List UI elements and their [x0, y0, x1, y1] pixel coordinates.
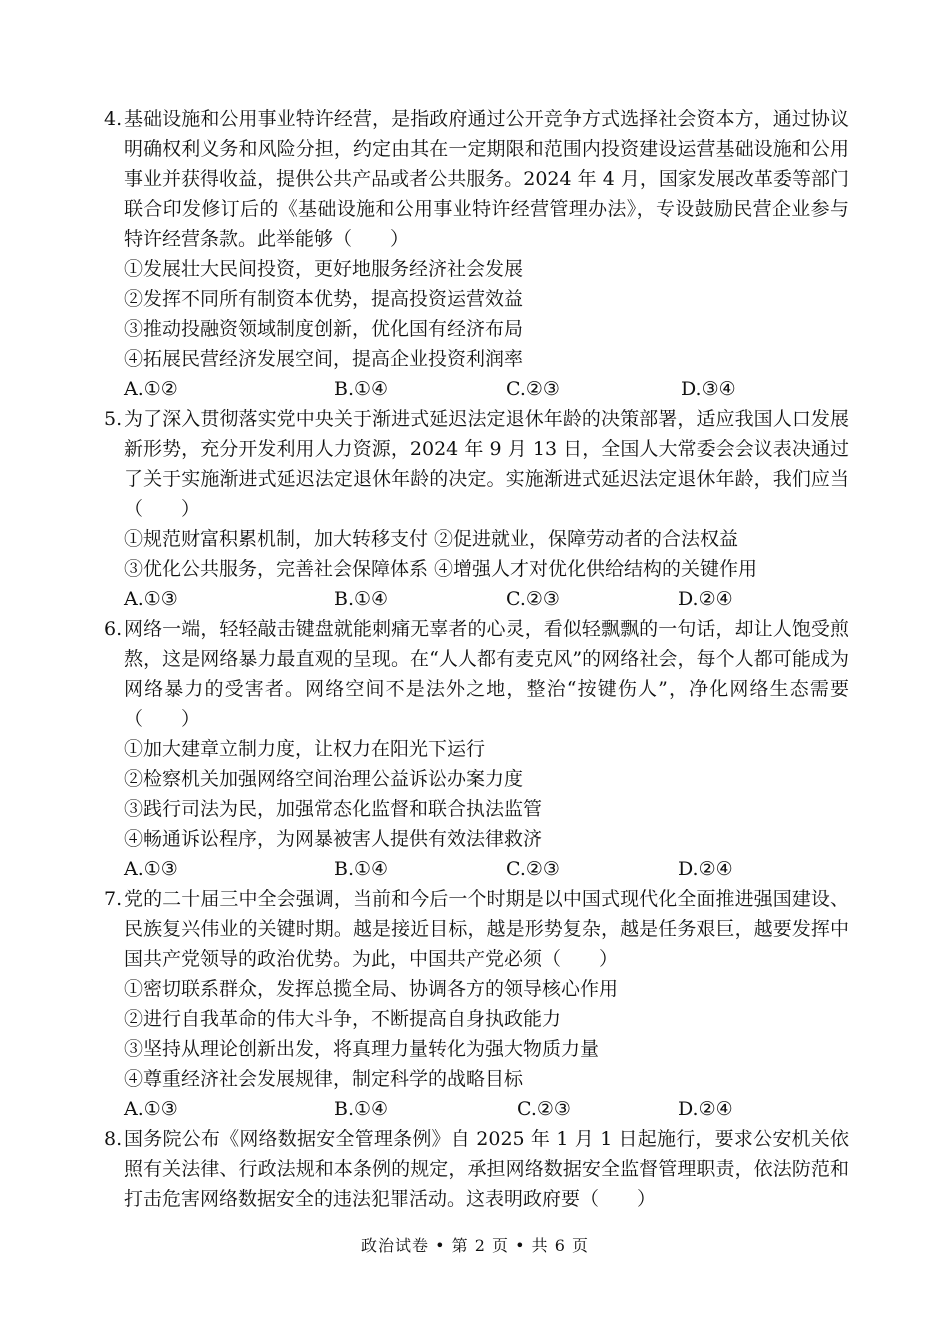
- choice-b: B.①④: [334, 378, 389, 400]
- question-number: 4.: [104, 108, 123, 130]
- choice-a: A.①③: [124, 858, 178, 880]
- option-line: ④畅通诉讼程序，为网暴被害人提供有效法律救济: [124, 828, 543, 850]
- question-text: 为了深入贯彻落实党中央关于渐进式延迟法定退休年龄的决策部署，适应我国人口发展新形势，充分开发利用人力资源，2024 年 9 月 13 日，全国人大常委会会议表决通过了关于实施渐进式延迟法定退休年龄的决定。实施渐进式延迟法定退休年龄，我们应当（ ）: [124, 408, 849, 520]
- question-4: [104, 104, 849, 404]
- choice-a: A.①③: [124, 1098, 178, 1120]
- choice-a: A.①②: [124, 378, 178, 400]
- option-line: ②发挥不同所有制资本优势，提高投资运营效益: [124, 288, 524, 310]
- choice-c: C.②③: [506, 858, 560, 880]
- question-number: 8.: [104, 1128, 123, 1150]
- question-number: 5.: [104, 408, 123, 430]
- answer-choices: [104, 374, 849, 404]
- option-line: ①加大建章立制力度，让权力在阳光下运行: [124, 738, 486, 760]
- option-line: ①密切联系群众，发挥总揽全局、协调各方的领导核心作用: [124, 978, 619, 1000]
- choice-b: B.①④: [334, 588, 389, 610]
- option-line: ①发展壮大民间投资，更好地服务经济社会发展: [124, 258, 524, 280]
- question-number: 6.: [104, 618, 123, 640]
- question-text: 党的二十届三中全会强调，当前和今后一个时期是以中国式现代化全面推进强国建设、民族复兴伟业的关键时期。越是接近目标，越是形势复杂，越是任务艰巨，越要发挥中国共产党领导的政治优势。为此，中国共产党必须（ ）: [124, 888, 849, 970]
- choice-a: A.①③: [124, 588, 178, 610]
- choice-b: B.①④: [334, 1098, 389, 1120]
- question-text: 网络一端，轻轻敲击键盘就能刺痛无辜者的心灵，看似轻飘飘的一句话，却让人饱受煎熬，这是网络暴力最直观的呈现。在“人人都有麦克风”的网络社会，每个人都可能成为网络暴力的受害者。网络空间不是法外之地，整治“按键伤人”，净化网络生态需要（ ）: [124, 618, 849, 730]
- question-8: [104, 1124, 849, 1214]
- question-stem: [104, 404, 849, 524]
- choice-d: D.②④: [678, 1098, 733, 1120]
- question-text: 基础设施和公用事业特许经营，是指政府通过公开竞争方式选择社会资本方，通过协议明确权利义务和风险分担，约定由其在一定期限和范围内投资建设运营基础设施和公用事业并获得收益，提供公共产品或者公共服务。2024 年 4 月，国家发展改革委等部门联合印发修订后的《基础设施和公用事业特许经营管理办法》，专设鼓励民营企业参与特许经营条款。此举能够（ ）: [124, 108, 849, 250]
- choice-c: C.②③: [506, 588, 560, 610]
- choice-c: C.②③: [517, 1098, 571, 1120]
- question-5: [104, 404, 849, 614]
- option-line: ④拓展民营经济发展空间，提高企业投资利润率: [124, 348, 524, 370]
- option-line: ②进行自我革命的伟大斗争，不断提高自身执政能力: [124, 1008, 562, 1030]
- choice-d: D.②④: [678, 858, 733, 880]
- question-text: 国务院公布《网络数据安全管理条例》自 2025 年 1 月 1 日起施行，要求公安机关依照有关法律、行政法规和本条例的规定，承担网络数据安全监督管理职责，依法防范和打击危害网络数据安全的违法犯罪活动。这表明政府要（ ）: [124, 1128, 849, 1210]
- choice-d: D.③④: [681, 378, 736, 400]
- choice-c: C.②③: [506, 378, 560, 400]
- option-line: ④尊重经济社会发展规律，制定科学的战略目标: [124, 1068, 524, 1090]
- page-footer: 政治试卷 • 第 2 页 • 共 6 页: [361, 1236, 589, 1255]
- question-number: 7.: [104, 888, 123, 910]
- option-line: ③践行司法为民，加强常态化监督和联合执法监管: [124, 798, 543, 820]
- choice-d: D.②④: [678, 588, 733, 610]
- answer-choices: [104, 854, 849, 884]
- option-line: ③推动投融资领域制度创新，优化国有经济布局: [124, 318, 524, 340]
- option-line: ①规范财富积累机制，加大转移支付 ②促进就业，保障劳动者的合法权益: [124, 528, 739, 550]
- answer-choices: [104, 1094, 849, 1124]
- option-line: ③坚持从理论创新出发，将真理力量转化为强大物质力量: [124, 1038, 600, 1060]
- answer-choices: [104, 584, 849, 614]
- question-stem: [104, 884, 849, 974]
- option-line: ②检察机关加强网络空间治理公益诉讼办案力度: [124, 768, 524, 790]
- question-7: [104, 884, 849, 1124]
- choice-b: B.①④: [334, 858, 389, 880]
- question-6: [104, 614, 849, 884]
- question-stem: [104, 104, 849, 254]
- question-stem: [104, 614, 849, 734]
- question-stem: [104, 1124, 849, 1214]
- option-line: ③优化公共服务，完善社会保障体系 ④增强人才对优化供给结构的关键作用: [124, 558, 758, 580]
